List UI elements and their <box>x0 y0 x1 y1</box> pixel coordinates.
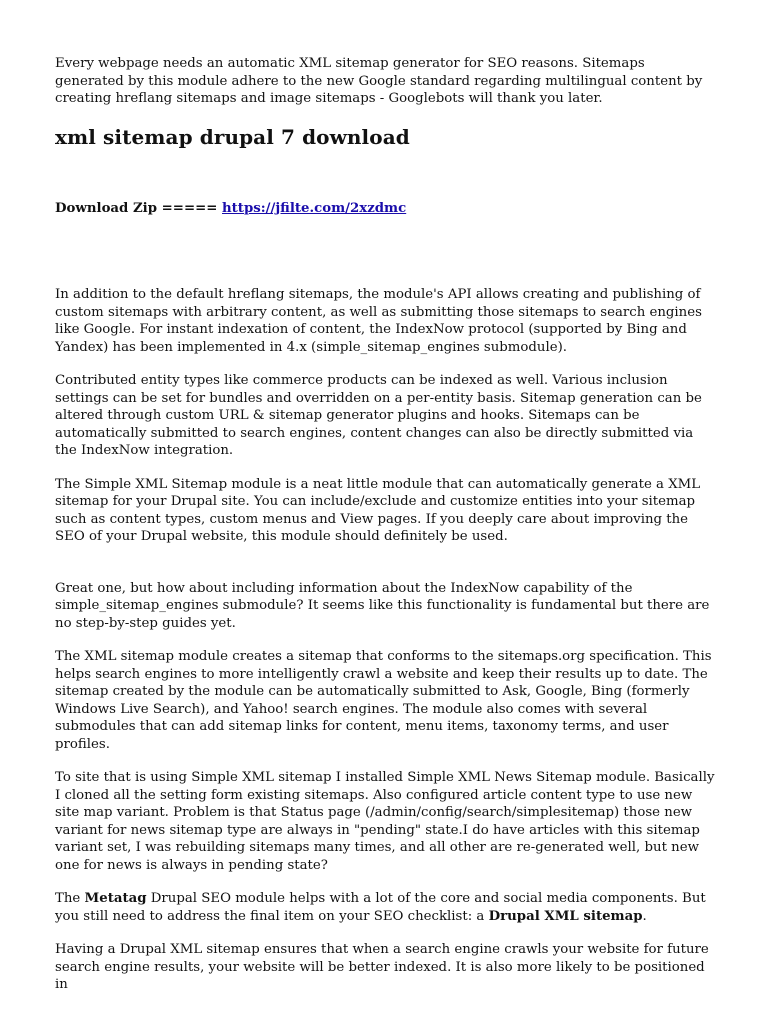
download-label: Download Zip ===== <box>55 200 222 216</box>
intro-paragraph: Every webpage needs an automatic XML sitemap generator for SEO reasons. Sitemaps generated by this module adhere to the new Google standard regarding multilingual content by creating hreflang sitemaps and image sitemaps - Googlebots will thank you later. <box>55 56 703 106</box>
paragraph-simple-xml-sitemap: The Simple XML Sitemap module is a neat little module that can automatically generate a XML sitemap for your Drupal site. You can include/exclude and customize entities into your sitemap such as content types, custom menus and View pages. If you deeply care about improving the SEO of your Drupal website, this module should definitely be used. <box>55 476 701 544</box>
document-body <box>55 55 715 1010</box>
paragraph-api: In addition to the default hreflang sitemaps, the module's API allows creating and publishing of custom sitemaps with arbitrary content, as well as submitting those sitemaps to search engines like Google. For instant indexation of content, the IndexNow protocol (supported by Bing and Yandex) has been implemented in 4.x (simple_sitemap_engines submodule). <box>55 287 702 355</box>
paragraph-benefits: Having a Drupal XML sitemap ensures that when a search engine crawls your website for future search engine results, your website will be better indexed. It is also more likely to be positioned in <box>55 942 709 992</box>
bold-drupal-xml-sitemap: Drupal XML sitemap <box>488 908 643 924</box>
spacer <box>55 562 715 580</box>
paragraph-news-sitemap: To site that is using Simple XML sitemap I installed Simple XML News Sitemap module. Basically I cloned all the setting form existing sitemaps. Also configured article content type to use new site map variant. Problem is that Status page (/admin/config/search/simplesitemap) those new variant for news sitemap type are always in "pending" state.I do have articles with this sitemap variant set, I was rebuilding sitemaps many times, and all other are re-generated well, but new one for news is always in pending state? <box>55 770 715 873</box>
page-heading: xml sitemap drupal 7 download <box>55 124 410 149</box>
paragraph-xml-sitemap-module: The XML sitemap module creates a sitemap that conforms to the sitemaps.org specification. This helps search engines to more intelligently crawl a website and keep their results up to date. The sitemap created by the module can be automatically submitted to Ask, Google, Bing (formerly Windows Live Search), and Yahoo! search engines. The module also comes with several submodules that can add sitemap links for content, menu items, taxonomy terms, and user profiles. <box>55 649 712 752</box>
download-line <box>55 200 715 218</box>
paragraph-entity-types: Contributed entity types like commerce products can be indexed as well. Various inclusion settings can be set for bundles and overridden on a per-entity basis. Sitemap generation can be altered through custom URL & sitemap generator plugins and hooks. Sitemaps can be automatically submitted to search engines, content changes can also be directly submitted via the IndexNow integration. <box>55 373 702 458</box>
download-link[interactable]: https://jfilte.com/2xzdmc <box>222 200 407 216</box>
bold-metatag: Metatag <box>84 891 147 906</box>
paragraph-metatag: The Metatag Drupal SEO module helps with a lot of the core and social media components. But you still need to address the final item on your SEO checklist: a Drupal XML sitemap. <box>55 891 706 924</box>
paragraph-indexnow-comment: Great one, but how about including information about the IndexNow capability of the simple_sitemap_engines submodule? It seems like this functionality is fundamental but there are no step-by-step guides yet. <box>55 580 710 631</box>
spacer <box>55 217 715 286</box>
